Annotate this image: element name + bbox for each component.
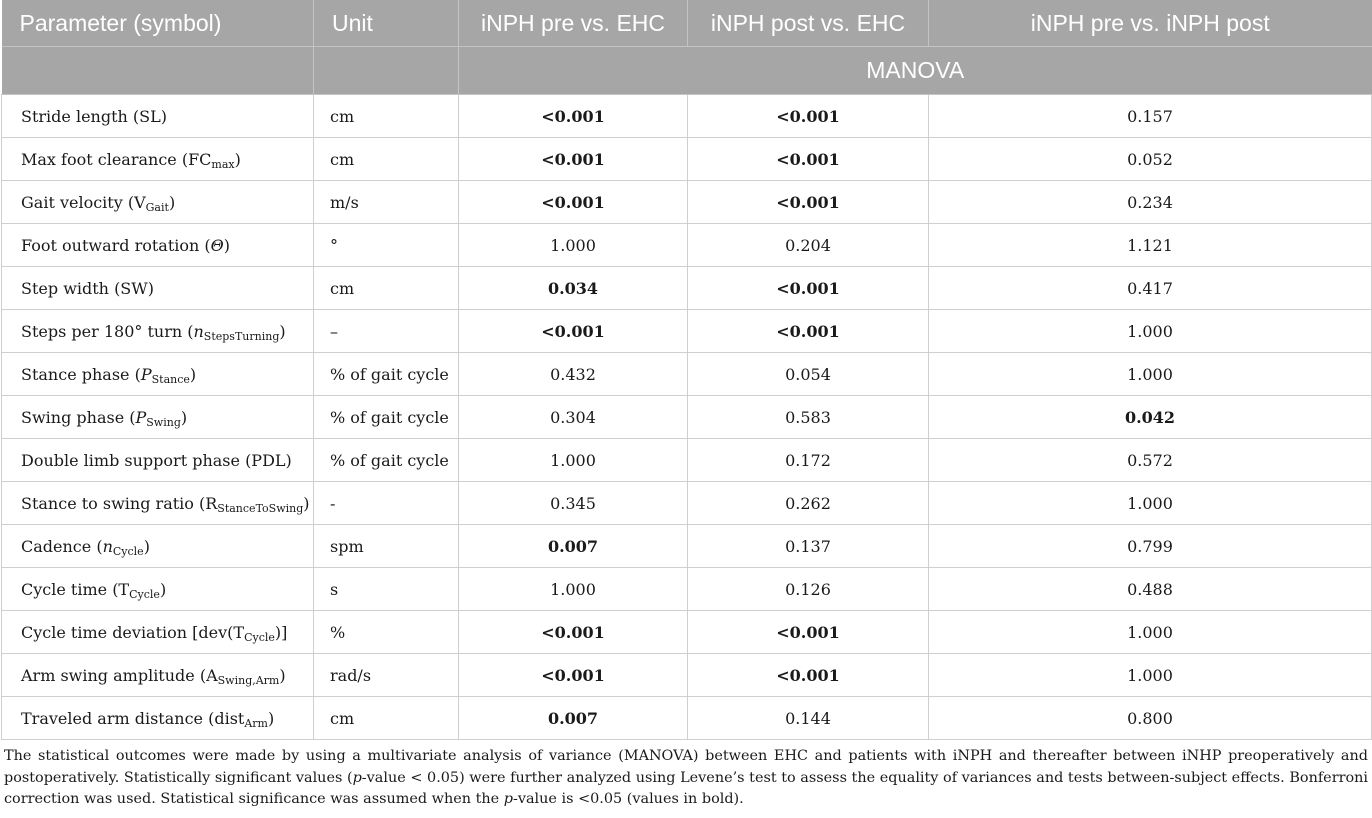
table-row: [2, 482, 1372, 525]
parameter-main: Step width (SW): [21, 278, 154, 298]
subheader-row: [2, 47, 1372, 95]
pre-vs-ehc-cell: <0.001: [459, 310, 688, 353]
parameter-main: Steps per 180° turn (: [21, 321, 194, 341]
table-row: [2, 439, 1372, 482]
pre-vs-post-cell: 0.052: [929, 138, 1372, 181]
subheader-empty-1: [2, 47, 314, 95]
parameter-after: ): [180, 407, 188, 427]
post-vs-ehc-cell: <0.001: [688, 95, 929, 138]
table-row: [2, 611, 1372, 654]
pre-vs-ehc-cell: <0.001: [459, 138, 688, 181]
pre-vs-post-cell: 1.000: [929, 654, 1372, 697]
unit-cell: cm: [314, 267, 459, 310]
parameter-cell: [2, 654, 314, 697]
table-header: [2, 0, 1372, 95]
pre-vs-post-cell: 0.042: [929, 396, 1372, 439]
footnote-p-symbol-2: p: [503, 791, 513, 807]
parameter-cell: [2, 482, 314, 525]
pre-vs-post-cell: 0.488: [929, 568, 1372, 611]
parameter-after: ): [267, 708, 275, 728]
parameter-after: ): [303, 493, 310, 513]
footnote-text-1: The statistical outcomes were made by using a multivariate analysis of variance (MANOVA) between EHC and patients with iNPH and thereafter between iNHP preoperatively and postoperatively. Statistically significant values (: [4, 748, 1368, 786]
parameter-main: Double limb support phase (PDL): [21, 450, 292, 470]
parameter-main: Stance phase (: [21, 364, 141, 384]
parameter-after: ): [159, 579, 167, 599]
parameter-sub: Cycle: [129, 587, 160, 601]
parameter-main: Max foot clearance (FC: [21, 149, 212, 169]
parameter-sub: Gait: [145, 200, 169, 214]
table-row: [2, 697, 1372, 740]
parameter-main: Cycle time deviation [dev(T: [21, 622, 245, 642]
pre-vs-ehc-cell: 1.000: [459, 439, 688, 482]
subheader-manova: MANOVA: [459, 47, 1372, 95]
parameter-main: Traveled arm distance (dist: [21, 708, 245, 728]
parameter-main: Cycle time (T: [21, 579, 130, 599]
unit-cell: cm: [314, 95, 459, 138]
parameter-cell: [2, 310, 314, 353]
parameter-main: Arm swing amplitude (A: [21, 665, 218, 685]
post-vs-ehc-cell: <0.001: [688, 267, 929, 310]
table-footnote: [0, 740, 1372, 811]
parameter-sub: StepsTurning: [203, 329, 280, 343]
post-vs-ehc-cell: 0.144: [688, 697, 929, 740]
parameter-sub: StanceToSwing: [217, 501, 304, 515]
parameter-cell: [2, 224, 314, 267]
unit-cell: -: [314, 482, 459, 525]
parameter-after: )]: [274, 622, 288, 642]
table-row: [2, 310, 1372, 353]
parameter-main: Foot outward rotation (: [21, 235, 211, 255]
footnote-text-3: -value is <0.05 (values in bold).: [512, 791, 744, 807]
table-row: [2, 525, 1372, 568]
table-row: [2, 138, 1372, 181]
header-post-vs-ehc: iNPH post vs. EHC: [688, 0, 929, 47]
table-row: [2, 396, 1372, 439]
parameter-cell: [2, 181, 314, 224]
pre-vs-ehc-cell: <0.001: [459, 181, 688, 224]
unit-cell: rad/s: [314, 654, 459, 697]
parameter-main: Gait velocity (V: [21, 192, 146, 212]
parameter-ital: n: [193, 321, 204, 341]
pre-vs-post-cell: 1.000: [929, 611, 1372, 654]
parameter-ital: P: [140, 364, 152, 384]
parameter-cell: [2, 611, 314, 654]
unit-cell: –: [314, 310, 459, 353]
parameter-cell: [2, 697, 314, 740]
post-vs-ehc-cell: 0.262: [688, 482, 929, 525]
parameter-cell: [2, 267, 314, 310]
parameter-main: Stride length (SL): [21, 106, 167, 126]
table-row: [2, 181, 1372, 224]
table-row: [2, 224, 1372, 267]
parameter-after: ): [189, 364, 197, 384]
subheader-empty-2: [314, 47, 459, 95]
post-vs-ehc-cell: 0.054: [688, 353, 929, 396]
unit-cell: % of gait cycle: [314, 439, 459, 482]
table-row: [2, 353, 1372, 396]
parameter-sub: Swing: [146, 415, 181, 429]
gait-parameters-table: [1, 0, 1372, 740]
pre-vs-post-cell: 0.417: [929, 267, 1372, 310]
post-vs-ehc-cell: <0.001: [688, 611, 929, 654]
pre-vs-post-cell: 0.234: [929, 181, 1372, 224]
parameter-sub: max: [211, 157, 235, 171]
pre-vs-ehc-cell: 1.000: [459, 568, 688, 611]
post-vs-ehc-cell: <0.001: [688, 310, 929, 353]
unit-cell: %: [314, 611, 459, 654]
header-unit: Unit: [314, 0, 459, 47]
parameter-cell: [2, 568, 314, 611]
parameter-sub: Cycle: [244, 630, 275, 644]
post-vs-ehc-cell: 0.583: [688, 396, 929, 439]
parameter-sub: Stance: [151, 372, 190, 386]
pre-vs-ehc-cell: 0.304: [459, 396, 688, 439]
pre-vs-ehc-cell: <0.001: [459, 611, 688, 654]
table-row: [2, 95, 1372, 138]
parameter-sub: Swing,Arm: [217, 673, 280, 687]
unit-cell: % of gait cycle: [314, 396, 459, 439]
pre-vs-post-cell: 1.121: [929, 224, 1372, 267]
unit-cell: °: [314, 224, 459, 267]
parameter-ital: n: [102, 536, 113, 556]
parameter-cell: [2, 439, 314, 482]
parameter-main: Stance to swing ratio (R: [21, 493, 218, 513]
pre-vs-ehc-cell: <0.001: [459, 654, 688, 697]
table-row: [2, 654, 1372, 697]
post-vs-ehc-cell: 0.172: [688, 439, 929, 482]
header-row: [2, 0, 1372, 47]
footnote-p-symbol-1: p: [352, 769, 362, 786]
pre-vs-ehc-cell: 0.345: [459, 482, 688, 525]
table-body: [2, 95, 1372, 740]
header-parameter: Parameter (symbol): [2, 0, 314, 47]
post-vs-ehc-cell: 0.126: [688, 568, 929, 611]
unit-cell: spm: [314, 525, 459, 568]
unit-cell: cm: [314, 697, 459, 740]
header-pre-vs-post: iNPH pre vs. iNPH post: [929, 0, 1372, 47]
unit-cell: s: [314, 568, 459, 611]
post-vs-ehc-cell: <0.001: [688, 138, 929, 181]
pre-vs-ehc-cell: 0.007: [459, 697, 688, 740]
pre-vs-post-cell: 0.572: [929, 439, 1372, 482]
pre-vs-post-cell: 1.000: [929, 353, 1372, 396]
parameter-cell: [2, 353, 314, 396]
parameter-cell: [2, 525, 314, 568]
parameter-ital: P: [135, 407, 147, 427]
post-vs-ehc-cell: 0.137: [688, 525, 929, 568]
post-vs-ehc-cell: <0.001: [688, 181, 929, 224]
parameter-cell: [2, 95, 314, 138]
parameter-ital: Θ: [210, 235, 224, 255]
pre-vs-post-cell: 0.157: [929, 95, 1372, 138]
parameter-after: ): [279, 665, 286, 685]
pre-vs-ehc-cell: 0.007: [459, 525, 688, 568]
unit-cell: cm: [314, 138, 459, 181]
parameter-after: ): [143, 536, 150, 556]
parameter-after: ): [279, 321, 286, 341]
header-pre-vs-ehc: iNPH pre vs. EHC: [459, 0, 688, 47]
pre-vs-ehc-cell: <0.001: [459, 95, 688, 138]
pre-vs-ehc-cell: 0.432: [459, 353, 688, 396]
parameter-sub: Cycle: [112, 544, 144, 558]
pre-vs-post-cell: 1.000: [929, 310, 1372, 353]
pre-vs-post-cell: 1.000: [929, 482, 1372, 525]
post-vs-ehc-cell: 0.204: [688, 224, 929, 267]
pre-vs-ehc-cell: 0.034: [459, 267, 688, 310]
parameter-after: ): [168, 192, 176, 212]
parameter-main: Swing phase (: [21, 407, 136, 427]
table-row: [2, 568, 1372, 611]
unit-cell: m/s: [314, 181, 459, 224]
pre-vs-post-cell: 0.800: [929, 697, 1372, 740]
unit-cell: % of gait cycle: [314, 353, 459, 396]
parameter-cell: [2, 138, 314, 181]
post-vs-ehc-cell: <0.001: [688, 654, 929, 697]
parameter-cell: [2, 396, 314, 439]
table-row: [2, 267, 1372, 310]
parameter-main: Cadence (: [21, 536, 103, 556]
parameter-sub: Arm: [244, 716, 268, 730]
footnote-text-2: -value < 0.05) were further analyzed using Levene’s test to assess the equality of variances and tests between-subject effects. Bonferroni correction was used. Statistical significance was assumed when the: [4, 769, 1368, 807]
parameter-after: ): [223, 235, 231, 255]
pre-vs-ehc-cell: 1.000: [459, 224, 688, 267]
pre-vs-post-cell: 0.799: [929, 525, 1372, 568]
parameter-after: ): [234, 149, 241, 169]
